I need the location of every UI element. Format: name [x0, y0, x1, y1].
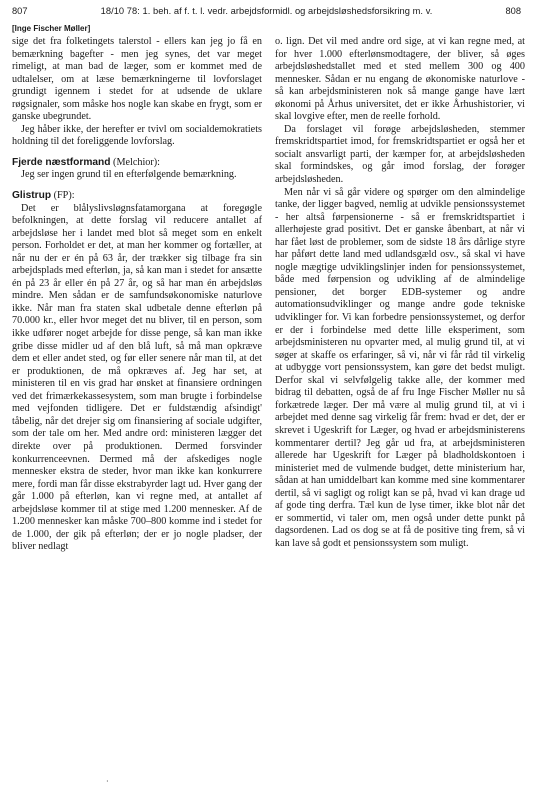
- print-mark: ·: [106, 777, 109, 786]
- running-title: 18/10 78: 1. beh. af f. t. l. vedr. arbejdsformidl. og arbejdsløshedsforsikring m. v.: [100, 6, 433, 16]
- paragraph: Jeg ser ingen grund til en efterfølgende bemærkning.: [21, 169, 237, 181]
- paragraph: sige det fra folketingets talerstol - ellers kan jeg jo få en bemærkning bagefter - men jeg synes, det var meget rimeligt, at man bad de læger, som er kommet med de udtalelser, om at læse bemærkningerne til lovforslaget grundigt igennem i stedet for at udsende de uklare røgsignaler, som måske hos nogle kan skabe en frygt, som er ganske ubegrundet.: [12, 36, 262, 123]
- page-number-left: 807: [12, 6, 28, 16]
- page-number-right: 808: [505, 6, 521, 16]
- speaker-name: Fjerde næstformand: [12, 156, 111, 168]
- paragraph: Jeg håber ikke, der herefter er tvivl om socialdemokratiets holdning til det foreliggende lovforslag.: [12, 123, 262, 148]
- speaker-heading: [12, 157, 262, 170]
- paragraph: Da forslaget vil forøge arbejdsløsheden, stemmer fremskridtspartiet imod, for fremskridtspartiet er også her et socialt ansvarligt parti, der kæmper for, at arbejdsløsheden skal formindskes, og går imod forslag, der forøger arbejdsløsheden.: [275, 123, 525, 186]
- left-column: [12, 36, 262, 554]
- paragraph: Men når vi så går videre og spørger om den almindelige tanke, der ligger bagved, nemlig at udvikle pensionssystemet - her altså førpensionerne - så er fremskridtspartiet i allerhøjeste grad positivt. Det er ganske åbenbart, at når vi har fået løst de problemer, som de sidste 18 års dårlige styre har påført dette land med udlandsgæld osv., så skal vi have nogle mægtige udviklingslinjer inden for pensionssystemet, både med førpension og udvikling af de almindelige pensioner, det borger EDB-systemer og andre automationsudviklinger og mange andre gode tekniske udviklinger for. Vi kan forbedre pensionssystemet, og derfor er der i forbindelse med dette lille eksperiment, som arbejdsministeren nu opvarter med, al mulig grund til, at vi søger at skaffe os erfaringer, så vi, når vi får råd til virkelig at udbygge vort pensionssystem, kan gøre det bedst muligt. Derfor skal vi selvfølgelig takke alle, der kommer med bidrag til debatten, også de af fru Inge Fischer Møller nu så forkætrede læger. Der må være al mulig grund til, at vi i arbejdet med denne sag virkelig får frem: hvad er det, der er skrevet i Ugeskrift for Læger, og hvad er arbejdsministerens kommentarer dertil? Jeg går ud fra, at arbejdsministeren allerede har Ugeskrift for Læger på bladholdskontoen i ministeriet med de vulmende budget, dette ministerium har, sådan at han umiddelbart kan komme med sine kommentarer dertil, så vi sagligt og roligt kan se på, hvad vi kan drage ud af gode ting derfra. Tæl kun de lyse timer, ikke blot når det er sommertid, vi taler om, men også under dette punkt på dagsordenen. Lad os dog se at få de positive ting frem, så vi kan lave så godt et pensionssystem som muligt.: [275, 186, 525, 549]
- right-column: [275, 36, 525, 550]
- running-header: [12, 6, 521, 20]
- paragraph: Det er blålyslivsløgnsfatamorgana at foregøgle befolkningen, at dette forslag vil reducere antallet af arbejdsløse her i landet med blot så meget som en enkelt person. Forholdet er det, at man her kommer og fortæller, at når nu der er én på 63 år, der trækker sig tilbage fra sin arbejdsplads med efterløn, ja, så kan man i stedet for ansætte én på 23 år eller én på 27 år, og så har man én arbejdsløs mindre. Men sådan er de samfundsøkonomiske naturlove ikke. Når man fra staten skal udbetale denne efterløn på 70.000 kr., eller hvor meget det nu bliver, til en person, som ikke udfører noget arbejde for disse penge, så kan man ikke gribe disse midler ud af den blå luft, så må man opkræve dem et eller andet sted, og før eller senere når man til, at det er produktionen, de må opkræves af. Jeg har set, at ministeren til en vis grad har ønsket at finansiere ordningen ved det frimærkekassesystem, som man brugte i forbindelse med vejfonden tidligere. Det er fuldstændig afsindigt' tåbelig, når det drejer sig om finansiering af sociale udgifter, som der tale om her. Med andre ord: ministeren lægger det direkte over på produktionen. Dermed forsvinder konkurrenceevnen. Dermed må der afskediges nogle mennesker ekstra de steder, hvor man ikke kan konkurrere mere, fordi man får disse ekstrabyrder lagt ud. Hver gang der går 1.000 på efterløn, kan vi regne med, at antallet af arbejdsløse kommer til at stige med 1.200 mennesker. Af de 1.200 mennesker kan måske 700–800 komme ind i stedet for de 1.000, der gik på efterløn; der er jo nogle pladser, der bliver nedlagt: [12, 202, 262, 553]
- speaker-tag: [Inge Fischer Møller]: [12, 24, 91, 33]
- speaker-name: Glistrup: [12, 190, 52, 202]
- speaker-party: (FP):: [53, 190, 75, 202]
- speaker-party: (Melchior):: [113, 156, 161, 168]
- speaker-heading: [12, 190, 262, 203]
- paragraph: o. lign. Det vil med andre ord sige, at vi kan regne med, at for hver 1.000 efterlønsmodtagere, der bliver, så øges arbejdsløshedstallet med et sted mellem 300 og 400 mennesker. Sådan er nu engang de økonomiske naturlove - så kan arbejdsministeren nok så mange gange have lært økonomi på Århus universitet, det er ikke Århushistorier, vi skal lovgive efter, men de reelle forhold.: [275, 36, 525, 123]
